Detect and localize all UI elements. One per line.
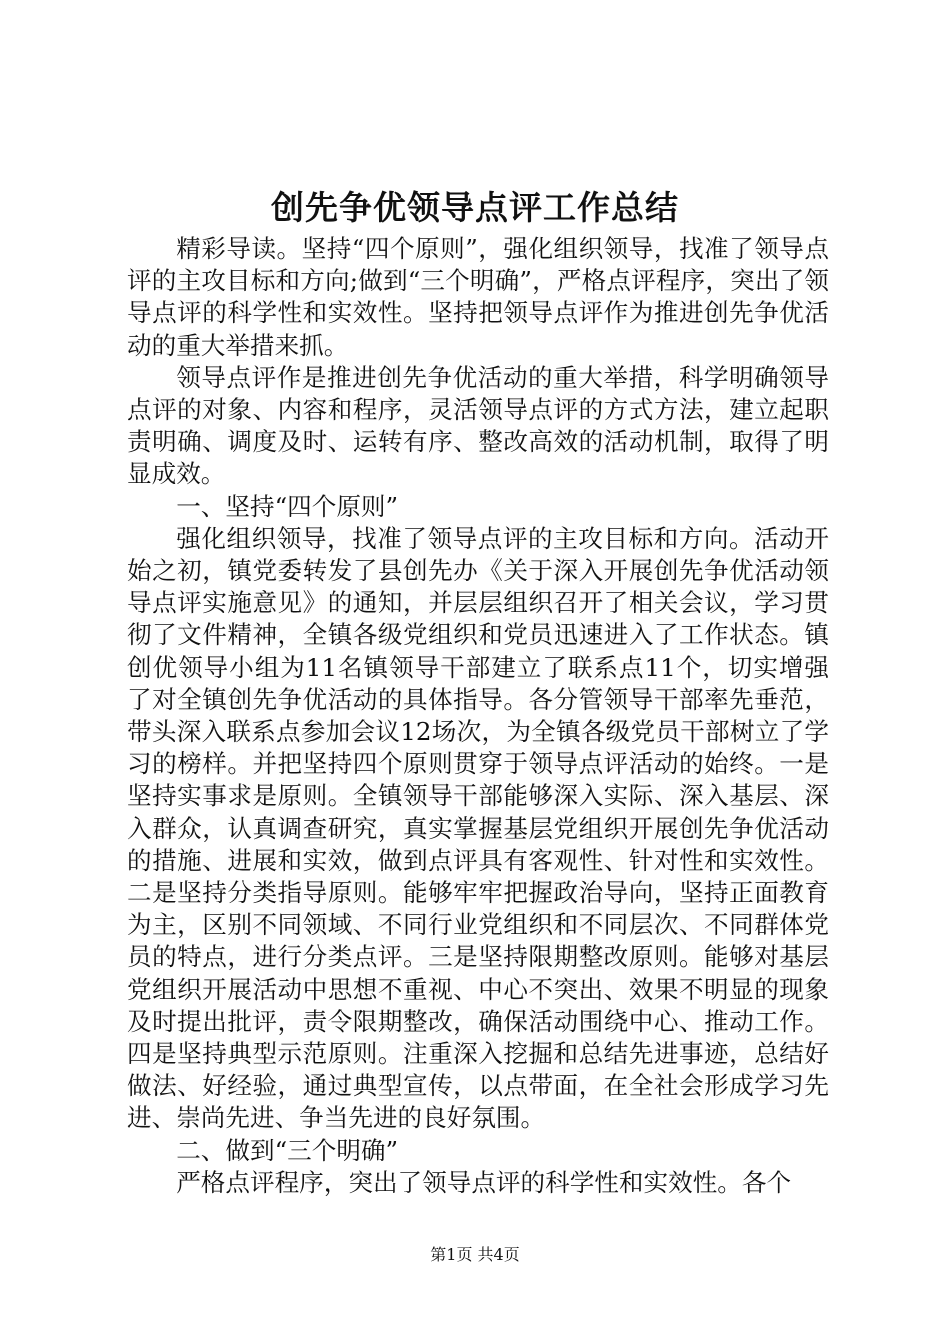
document-title: 创先争优领导点评工作总结 (271, 188, 679, 227)
document-body (127, 233, 829, 1199)
section-heading-2: 二、做到“三个明确” (176, 1135, 399, 1165)
section-heading-1: 一、坚持“四个原则” (176, 491, 399, 521)
paragraph-section-1: 强化组织领导，找准了领导点评的主攻目标和方向。活动开始之初，镇党委转发了县创先办《关于深入开展创先争优活动领导点评实施意见》的通知，并层层组织召开了相关会议，学习贯彻了文件精神，全镇各级党组织和党员迅速进入了工作状态。镇创优领导小组为11名镇领导干部建立了联系点11个，切实增强了对全镇创先争优活动的具体指导。各分管领导干部率先垂范，带头深入联系点参加会议12场次，为全镇各级党员干部树立了学习的榜样。并把坚持四个原则贯穿于领导点评活动的始终。一是坚持实事求是原则。全镇领导干部能够深入实际、深入基层、深入群众，认真调查研究，真实掌握基层党组织开展创先争优活动的措施、进展和实效，做到点评具有客观性、针对性和实效性。二是坚持分类指导原则。能够牢牢把握政治导向，坚持正面教育为主，区别不同领域、不同行业党组织和不同层次、不同群体党员的特点，进行分类点评。三是坚持限期整改原则。能够对基层党组织开展活动中思想不重视、中心不突出、效果不明显的现象及时提出批评，责令限期整改，确保活动围绕中心、推动工作。四是坚持典型示范原则。注重深入挖掘和总结先进事迹，总结好做法、好经验，通过典型宣传，以点带面，在全社会形成学习先进、崇尚先进、争当先进的良好氛围。 (127, 523, 829, 1133)
paragraph-intro: 精彩导读。坚持“四个原则”，强化组织领导，找准了领导点评的主攻目标和方向;做到“三个明确”，严格点评程序，突出了领导点评的科学性和实效性。坚持把领导点评作为推进创先争优活动的重大举措来抓。 (127, 234, 829, 360)
paragraph-overview: 领导点评作是推进创先争优活动的重大举措，科学明确领导点评的对象、内容和程序，灵活领导点评的方式方法，建立起职责明确、调度及时、运转有序、整改高效的活动机制，取得了明显成效。 (127, 362, 829, 489)
paragraph-section-2: 严格点评程序，突出了领导点评的科学性和实效性。各个 (176, 1167, 792, 1197)
page-number-footer: 第1页 共4页 (430, 1245, 520, 1264)
